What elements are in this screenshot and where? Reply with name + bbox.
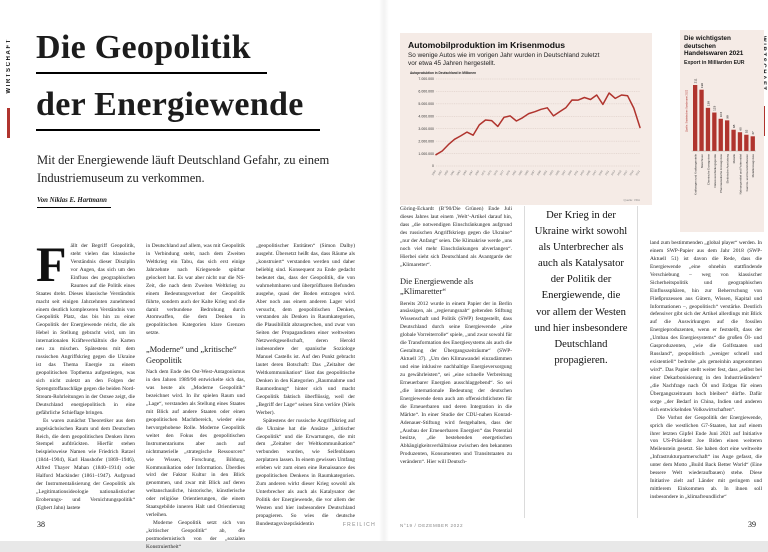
svg-text:1997: 1997 bbox=[561, 169, 567, 176]
subheading: „Moderne“ und „kritische“ Geopolitik bbox=[146, 345, 237, 365]
paragraph: land zum bestimmenden „global player“ werden. In einem SWP-Papier aus dem Jahr 2018 (SWP-Aktuell 51) ist davon die Rede, dass die Energiewende „eine ohnehin stattfindende Verschiebung – weg von klassischer Sicherheitspolitik und geographischen Einflusssphären, hin zur Beherrschung von Fließprozessen aus Gütern, Wissen, Kapital und Informationen –, geopolitisch“ verstärke. Deutlich defensiver gibt sich der Artikel allerdings mit Blick auf die Auswirkungen auf die fossilen Energieproduzenten, wenn er feststellt, dass der „Umbau des Energiesystems“ die großen Öl- und Gasproduzenten, „wie die Golfstaaten und Russland“, geopolitisch „weniger schnell und existentiell“ bedrohe „als gemeinhin angenommen wird“. Das Papier stellt weiter fest, dass „selbst bei einer Dekarbonisierung in den Industrieländern“ „die Nachfrage nach Öl und Erdgas für einen Übergangszeitraum hoch bleiben“ dürfte. Dafür sorge „der Bedarf in China, Indien und anderen sich entwickelnden Volkswirtschaften“. bbox=[650, 240, 762, 413]
svg-text:1991: 1991 bbox=[542, 169, 549, 176]
article-dek: Mit der Energiewende läuft Deutschland Gefahr, zu einem Industriemuseum zu verkommen. bbox=[37, 153, 330, 186]
svg-text:Elektrische Ausrüstung: Elektrische Ausrüstung bbox=[725, 154, 730, 184]
svg-text:Pharmazeutische Erzeugnisse: Pharmazeutische Erzeugnisse bbox=[719, 154, 724, 194]
svg-text:2001: 2001 bbox=[573, 169, 580, 176]
trade-goods-chart-card bbox=[680, 30, 764, 232]
magazine-brand: FREILICH bbox=[342, 522, 376, 528]
svg-text:103: 103 bbox=[719, 112, 724, 118]
text-column-5 bbox=[650, 240, 762, 518]
svg-text:Datenverarbeitungsgeräte: Datenverarbeitungsgeräte bbox=[712, 154, 717, 188]
svg-text:Quelle: Statistisches Bundesam: Quelle: Statistisches Bundesamt 2022 bbox=[685, 89, 689, 133]
svg-text:1983: 1983 bbox=[517, 169, 524, 176]
svg-text:1963: 1963 bbox=[456, 169, 462, 176]
svg-text:1971: 1971 bbox=[480, 169, 487, 176]
svg-text:196: 196 bbox=[699, 82, 704, 89]
svg-text:2015: 2015 bbox=[616, 169, 623, 176]
svg-text:Chemische Erzeugnisse: Chemische Erzeugnisse bbox=[706, 154, 711, 186]
svg-text:1969: 1969 bbox=[474, 169, 481, 176]
section-accent-bar-left bbox=[7, 108, 10, 138]
title-line-2: der Energiewende bbox=[36, 85, 320, 131]
auto-production-chart-card bbox=[400, 33, 652, 205]
paragraph: Nach dem Ende des Ost-West-Antagonismus in den Jahren 1989/90 entwickelte sich das, was heute als „Moderne Geopolitik“ bezeichnet wird. In ihr spielen Raum und „Lage“, verstanden als Stellung eines Staates mit Blick auf andere Staaten oder einen geopolitischen Machtbereich, wieder eine hervorgehobene Rolle. Moderne Geopolitik weitet den Fokus des geopolitischen Instrumentariums aber auch auf nichtmaterielle „strategische Ressourcen“ wie Wissen, Forschung, Bildung, Kommunikation oder Information. Überdies wird der Faktor Kultur in den Blick genommen, und zwar mit Blick auf deren weltanschauliche, historische, künstlerische oder religiöse Orientierungen, die einem Staatsgebilde inneren Halt und Orientierung verleihen. bbox=[146, 369, 245, 519]
svg-text:Nahrungsmittel und Futtermitte: Nahrungsmittel und Futtermittel bbox=[738, 154, 743, 195]
svg-text:6.000.000: 6.000.000 bbox=[418, 89, 434, 94]
svg-text:2.000.000: 2.000.000 bbox=[418, 138, 434, 143]
svg-text:123: 123 bbox=[712, 105, 717, 111]
svg-text:Kraftwagen und Kraftwagenteile: Kraftwagen und Kraftwagenteile bbox=[693, 154, 698, 196]
svg-text:1977: 1977 bbox=[499, 169, 505, 176]
svg-text:68: 68 bbox=[731, 124, 736, 129]
paragraph: „geopolitischer Entitäten“ (Simon Dalby) ausgeht. Übersetzt heißt das, dass Räume als „konstruiert“ verstanden werden und daher beliebig sind. Konsequent zu Ende gedacht bedeutet das, dass der Geopolitik, die von wahrnehmbaren und überprüfbaren Befunden ausgehe, quasi der Boden entzogen wird. Aber noch aus einem anderen Lager wird versucht, dem geopolitischen Denken, verstanden als Denken in Raumkategorien, die Plausibilität abzusprechen, und zwar von Seiten der Propagandisten einer weltweiten Netzwerkgesellschaft, deren Herold insbesondere der spanische Soziologe Manuel Castells ist. Auf den Punkt gebracht lautet deren Botschaft: Das „Zeitalter der Weltkommunikation“ lässt das geopolitische Denken in den Kategorien „Raumnahme und Raumordnung“ hinter sich und macht Geopolitik faktisch überflüssig, weil der „Begriff der Lage“ seinen Sinn verlöre (Niels Werber). bbox=[256, 243, 355, 416]
svg-text:1967: 1967 bbox=[468, 169, 474, 176]
page-gutter bbox=[379, 0, 389, 541]
svg-text:Autoproduktion in Deutschland: Autoproduktion in Deutschland in Millionen bbox=[410, 70, 477, 75]
svg-text:1959: 1959 bbox=[443, 169, 450, 176]
svg-text:1987: 1987 bbox=[530, 169, 536, 176]
paragraph: Moderne Geopolitik setzt sich von „kritischer Geopolitik“ ab, die postmodernistisch von der „sozialen Konstruiertheit“ bbox=[146, 520, 245, 550]
svg-text:1975: 1975 bbox=[493, 169, 499, 176]
auto-production-line-chart bbox=[408, 70, 644, 204]
title-line-1: Die Geopolitik bbox=[36, 28, 267, 74]
svg-text:2019: 2019 bbox=[629, 169, 635, 176]
paragraph: Es waren zunächst Theoretiker aus dem angelsächsischen Raum und dem Deutschen Reich, die dem geopolitischen Denken ihren Stempel aufdrückten. Hierfür stehen beispielsweise Namen wie Friedrich Ratzel (1844–1904), Karl Haushofer (1869–1946), Alfred Thayer Mahan (1840–1914) oder Halford Mackinder (1861–1947). Aufgrund der Instrumentalisierung der Geopolitik als „Legitimationsideologie nationalistischer Eroberungs- und Vernichtungspolitik“ (Egbert Jahn) lastete bbox=[36, 417, 135, 511]
svg-text:138: 138 bbox=[706, 101, 711, 107]
svg-text:2005: 2005 bbox=[585, 169, 592, 176]
chart-title: Automobilproduktion im Krisenmodus bbox=[408, 40, 566, 50]
pullquote: Der Krieg in der Ukraine wirkt sowohl als Unterbrecher als auch als Katalysator der Politik der Energiewende, die vor allem der Westen und hier insbesondere Deutschland propagieren. bbox=[534, 210, 628, 366]
paragraph: Die Vorhut der Geopolitik der Energiewende, sprich die westlichen G7-Staaten, hat auf einem ihrer letzten Gipfel Ende Juni 2021 auf Initiative von US-Präsident Joe Biden einen weiteren Meilenstein gesetzt. Sie haben dort eine weltweite „Infrastrukturpartnerschaft“ ins Auge gefasst, die unter dem Motto „Build Back Better World“ (Eine bessere Welt wiederaufbauen) stehe. Diese Initiative zielt auf Länder mit geringem und mittlerem Einkommen ab. In ihnen soll insbesondere in „klimafreundliche“ bbox=[650, 414, 762, 500]
svg-text:1995: 1995 bbox=[554, 169, 561, 176]
paragraph: Bereits 2012 wurde in einem Papier der in Berlin ansässigen, als „regierungsnah“ geltenden Stiftung Wissenschaft und Politik (SWP) festgestellt, dass Deutschland durch seine Energiewende „eine globale Vorreiterrolle“ spiele, „und zwar sowohl für die Transformation des Energiesystems als auch die Gestaltung der Übergangszeiträume“ (SWP-Aktuell 37). „Um den Klimawandel einzudämmen und eine inklusive nachhaltige Energieversorgung zu gewährleisten“, sei „eine schnelle Verbreitung Erneuerbarer Energien ausschlaggebend“. So sei „die internationale Bedeutung der deutschen Energiewende denn auch am offensichtlichsten für die Erneuerbaren und deren Integration in die Märkte“. In einer Studie der CDU-nahen Konrad-Adenauer-Stiftung wird festgehalten, dass der „Ausbau der Erneuerbaren Energien“ das Potential besitze, „die bestehenden energetischen Abhängigkeitsverhältnisse zwischen den bekannten Produzenten, Konsumenten und Transitstaaten zu verändern“. Hier will Deutsch- bbox=[400, 300, 512, 466]
svg-text:0: 0 bbox=[432, 163, 434, 168]
svg-text:4.000.000: 4.000.000 bbox=[418, 114, 434, 119]
page-number-left: 38 bbox=[37, 520, 45, 529]
svg-text:2011: 2011 bbox=[604, 169, 610, 176]
svg-text:47: 47 bbox=[751, 131, 756, 135]
svg-text:98: 98 bbox=[725, 115, 730, 119]
paragraph: in Deutschland auf allem, was mit Geopolitik in Verbindung steht, nach dem Zweiten Weltkrieg ein Tabu, das sich erst einige Jahrzehnte nach Kriegsende spürbar gelockert hat. Es war aber nicht nur die NS-Zeit, die nach dem Zweiten Weltkrieg zu einem Bedeutungsverlust der Geopolitik führte, sondern auch der Kalte Krieg und die damit verbundene Bedrohung durch Atomwaffen, die dem Denken in geopolitischen Kategorien klare Grenzen setzte. bbox=[146, 243, 245, 337]
issue-line: N°19 / DEZEMBER 2022 bbox=[400, 523, 464, 528]
svg-text:1961: 1961 bbox=[449, 169, 456, 176]
text-column-2 bbox=[146, 243, 245, 550]
paragraph: Spätestens der russische Angriffskrieg auf die Ukraine hat die Ansätze „kritischer Geopolitik“ und die Erwartungen, die mit dem „Zeitalter der Weltkommunikation“ verbunden wurden, wie Seifenblasen zerplatzen lassen. In einem gewissen Umfang erleben wir zum einen eine Renaissance des geopolitischen Denkens in Raumkategorien. Zum anderen wirkt dieser Krieg sowohl als Unterbrecher als auch als Katalysator der Politik der Energiewende, die vor allem der Westen und hier insbesondere Deutschland propagieren. So wies die deutsche Bundestagsvizepräsidentin bbox=[256, 417, 355, 527]
svg-text:Gummi- und Kunststoffwaren: Gummi- und Kunststoffwaren bbox=[744, 154, 749, 192]
svg-text:2009: 2009 bbox=[598, 169, 604, 176]
article-byline: Von Niklas E. Hartmann bbox=[37, 197, 111, 208]
subheading: Die Energiewende als „Klimaretter“ bbox=[400, 276, 474, 296]
svg-text:3.000.000: 3.000.000 bbox=[418, 126, 434, 131]
svg-text:1989: 1989 bbox=[536, 169, 542, 176]
svg-text:Quelle: VDA: Quelle: VDA bbox=[623, 197, 640, 202]
svg-text:Metalle: Metalle bbox=[731, 154, 736, 164]
svg-text:52: 52 bbox=[744, 129, 749, 134]
svg-text:Maschinen: Maschinen bbox=[699, 154, 704, 169]
article-title bbox=[36, 28, 320, 142]
page-number-right: 39 bbox=[748, 520, 756, 529]
svg-text:211: 211 bbox=[693, 78, 698, 84]
section-label-left: WIRTSCHAFT bbox=[6, 38, 12, 94]
paragraph: Göring-Eckardt (B’90/Die Grünen) Ende Juli dieses Jahres laut einem ‚Welt‘-Artikel darauf hin, dass „die notwendigen Einschränkungen aufgrund des russischen Angriffskriegs gegen die Ukraine“ „nur der Anfang“ seien. Die Klimakrise werde „uns noch viel mehr Einschränkungen abverlangen“. Hierbei sieht sich Deutschland als Avantgarde der „Klimaretter“. bbox=[400, 206, 512, 268]
text-column-3 bbox=[256, 243, 355, 527]
paragraph: Fällt der Begriff Geopolitik, steht vielen das klassische Verständnis dieser Disziplin vor Augen, das sich um den Einfluss des geographischen Raumes auf die Politik eines Staates dreht. Dieses klassische Verständnis macht seit einigen Jahrzehnten zunehmend einem deutlich komplexeren Verständnis von Geopolitik Platz, das bis hin zu einer Geopolitik der Energiewende reicht, die als Hebel in Stellung gebracht wird, um im internationalen Kräfteverhältnis die Karten neu zu mischen. Spätestens mit dem russischen Angriffskrieg gegen die Ukraine ist das Thema Energie zu einem geopolitischen Topthema aufgestiegen, was sich nicht zuletzt an den Folgen der Sprengstoffanschläge gegen die beiden Nord-Stream-Rohrleitungen in der Ostsee zeigt, die Deutschland energiepolitisch in eine gefährliche Schieflage bringen. bbox=[36, 236, 135, 416]
chart-title: Die wichtigsten deutschen Handelswaren 2021 bbox=[684, 35, 744, 58]
svg-text:1993: 1993 bbox=[548, 169, 555, 176]
svg-text:1979: 1979 bbox=[505, 169, 512, 176]
trade-goods-bar-chart bbox=[684, 67, 760, 227]
svg-text:1981: 1981 bbox=[511, 169, 518, 176]
svg-text:1.000.000: 1.000.000 bbox=[418, 151, 434, 156]
svg-text:5.000.000: 5.000.000 bbox=[418, 101, 434, 106]
svg-text:7.000.000: 7.000.000 bbox=[418, 76, 434, 81]
svg-text:2017: 2017 bbox=[622, 169, 629, 176]
pullquote-column bbox=[524, 206, 638, 518]
text-column-4 bbox=[400, 206, 512, 518]
svg-text:1965: 1965 bbox=[462, 169, 468, 176]
svg-text:Metallerzeugnisse: Metallerzeugnisse bbox=[751, 154, 756, 178]
text-column-1 bbox=[36, 236, 135, 515]
svg-text:1985: 1985 bbox=[524, 169, 530, 176]
svg-text:1957: 1957 bbox=[437, 169, 444, 176]
svg-text:2003: 2003 bbox=[579, 169, 586, 176]
svg-text:2013: 2013 bbox=[610, 169, 617, 176]
svg-text:2007: 2007 bbox=[592, 169, 598, 176]
svg-text:1955: 1955 bbox=[431, 169, 437, 176]
chart-subtitle: So wenige Autos wie im vorigen Jahr wurden in Deutschland zuletzt vor etwa 45 Jahren hergestellt. bbox=[408, 52, 600, 68]
chart-subtitle: Export in Milliarden EUR bbox=[684, 60, 745, 67]
svg-text:60: 60 bbox=[738, 127, 743, 131]
svg-text:1973: 1973 bbox=[486, 169, 493, 176]
svg-text:1999: 1999 bbox=[567, 169, 573, 176]
svg-text:2021: 2021 bbox=[635, 169, 641, 176]
